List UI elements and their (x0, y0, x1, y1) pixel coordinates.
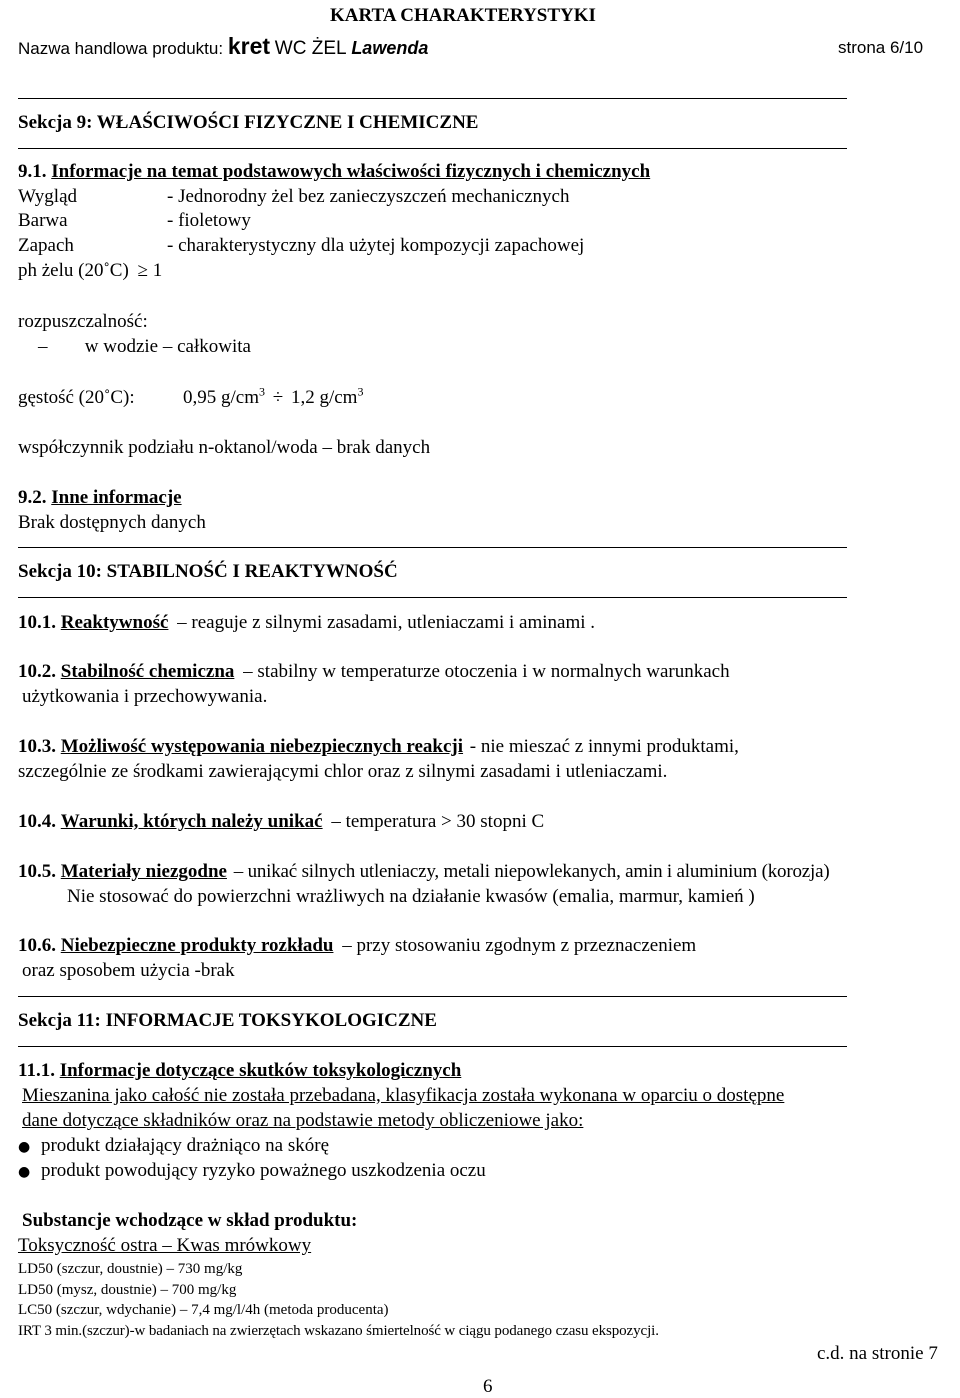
stability-text: – stabilny w temperaturze otoczenia i w normalnych warunkach (243, 661, 730, 682)
density-value (183, 384, 364, 409)
bullet-text: produkt powodujący ryzyko poważnego uszkodzenia oczu (40, 1160, 486, 1181)
divider (18, 148, 847, 149)
hazardous-reactions-text: - nie mieszać z innymi produktami, (469, 736, 739, 757)
list-item (18, 1160, 486, 1183)
header-trade-name (18, 33, 428, 62)
density-exponent: 3 (259, 384, 265, 399)
ph-symbol: ≥ (137, 260, 148, 281)
subsection-number: 11.1. (18, 1060, 55, 1081)
subsection-title: Informacje dotyczące skutków toksykologicznych (59, 1060, 462, 1081)
product-variant: Lawenda (351, 38, 429, 58)
page-indicator: strona 6/10 (838, 38, 924, 57)
subsection-title: Możliwość występowania niebezpiecznych reakcji (60, 736, 464, 757)
acute-toxicity-title: Toksyczność ostra – Kwas mrówkowy (18, 1235, 312, 1256)
divider (18, 996, 847, 997)
other-info-text: Brak dostępnych danych (18, 512, 206, 533)
subsection-title: Informacje na temat podstawowych właściwości fizycznych i chemicznych (51, 161, 651, 182)
reactivity-text: – reaguje z silnymi zasadami, utleniaczami i aminami . (177, 612, 596, 633)
section-11-heading: Sekcja 11: INFORMACJE TOKSYKOLOGICZNE (18, 1010, 437, 1031)
appearance-value: - Jednorodny żel bez zanieczyszczeń mechanicznych (167, 186, 570, 207)
decomposition-products-continued: oraz sposobem użycia -brak (22, 960, 235, 981)
partition-coefficient: współczynnik podziału n-oktanol/woda – brak danych (18, 437, 431, 458)
solubility-value: w wodzie – całkowita (84, 336, 251, 357)
stability-line (18, 661, 730, 683)
decomposition-products-text: – przy stosowaniu zgodnym z przeznaczeniem (342, 935, 697, 956)
page-number: 6 (483, 1376, 493, 1397)
ld50-mouse: LD50 (mysz, doustnie) – 700 mg/kg (18, 1282, 237, 1298)
conditions-to-avoid-line (18, 811, 544, 833)
odor-value: - charakterystyczny dla użytej kompozycji zapachowej (167, 235, 585, 256)
density-value-a: 0,95 g/cm (183, 387, 259, 408)
subsection-title: Stabilność chemiczna (60, 661, 235, 682)
list-item (18, 1135, 329, 1158)
tox-paragraph-line-2: dane dotyczące składników oraz na podstawie metody obliczeniowe jako: (22, 1110, 584, 1131)
decomposition-products-line (18, 935, 696, 957)
divider (18, 98, 847, 99)
subsection-title: Niebezpieczne produkty rozkładu (60, 935, 334, 956)
tox-paragraph-line-1: Mieszanina jako całość nie została przebadana, klasyfikacja została wykonana w oparciu o dostępne (22, 1085, 785, 1106)
stability-text-continued: użytkowania i przechowywania. (22, 686, 268, 707)
solubility-dash: – (38, 336, 48, 357)
hazardous-reactions-continued: szczególnie ze środkami zawierającymi chlor oraz z silnymi zasadami i utleniaczami. (18, 761, 668, 782)
subsection-title: Inne informacje (51, 487, 182, 508)
density-label: gęstość (20˚C): (18, 387, 135, 408)
subsection-number: 10.5. (18, 861, 56, 882)
subsection-number: 10.4. (18, 811, 56, 832)
incompatible-materials-line (18, 861, 829, 883)
subsection-9-1-heading (18, 161, 650, 183)
ph-label: ph żelu (20˚C) (18, 260, 129, 281)
subsection-number: 9.2. (18, 487, 47, 508)
odor-label: Zapach (18, 235, 74, 256)
subsection-title: Materiały niezgodne (60, 861, 227, 882)
density-exponent: 3 (357, 384, 364, 399)
lc50-rat: LC50 (szczur, wdychanie) – 7,4 mg/l/4h (metoda producenta) (18, 1302, 389, 1318)
divider (18, 597, 847, 598)
subsection-number: 10.6. (18, 935, 56, 956)
ph-value: 1 (152, 260, 163, 281)
product-brand: kret (227, 33, 271, 59)
reactivity-line (18, 612, 595, 634)
continued-note: c.d. na stronie 7 (817, 1343, 938, 1364)
hazardous-reactions-line (18, 736, 739, 758)
solubility-label: rozpuszczalność: (18, 311, 148, 332)
subsection-11-1-heading (18, 1060, 461, 1082)
trade-name-label: Nazwa handlowa produktu: (18, 39, 224, 58)
color-value: - fioletowy (167, 210, 251, 231)
subsection-number: 10.1. (18, 612, 56, 633)
conditions-to-avoid-text: – temperatura > 30 stopni C (331, 811, 545, 832)
irt-note: IRT 3 min.(szczur)-w badaniach na zwierzętach wskazano śmiertelność w ciągu podanego czasu ekspozycji. (18, 1323, 659, 1339)
color-label: Barwa (18, 210, 68, 231)
bullet-icon: ● (18, 1139, 31, 1155)
density-value-b: 1,2 g/cm (290, 387, 358, 408)
appearance-label: Wygląd (18, 186, 78, 207)
subsection-title: Warunki, których należy unikać (60, 811, 323, 832)
divider (18, 547, 847, 548)
ld50-rat: LD50 (szczur, doustnie) – 730 mg/kg (18, 1261, 243, 1277)
section-9-heading: Sekcja 9: WŁAŚCIWOŚCI FIZYCZNE I CHEMICZNE (18, 112, 479, 133)
incompatible-materials-text: – unikać silnych utleniaczy, metali niepowlekanych, amin i aluminium (korozja) (233, 861, 830, 882)
bullet-text: produkt działający drażniąco na skórę (40, 1135, 330, 1156)
subsection-number: 10.2. (18, 661, 56, 682)
subsection-number: 9.1. (18, 161, 47, 182)
subsection-title: Reaktywność (60, 612, 169, 633)
ph-line (18, 260, 162, 282)
incompatible-materials-continued: Nie stosować do powierzchni wrażliwych na działanie kwasów (emalia, marmur, kamień ) (67, 886, 755, 907)
subsection-number: 10.3. (18, 736, 56, 757)
divider (18, 1046, 847, 1047)
subsection-9-2-heading (18, 487, 182, 509)
document-title: KARTA CHARAKTERYSTYKI (330, 5, 596, 26)
section-10-heading: Sekcja 10: STABILNOŚĆ I REAKTYWNOŚĆ (18, 561, 398, 582)
substances-heading: Substancje wchodzące w skład produktu: (22, 1210, 358, 1231)
solubility-line (38, 336, 251, 358)
product-name: WC ŻEL (274, 38, 347, 59)
density-separator: ÷ (272, 387, 284, 408)
bullet-icon: ● (18, 1164, 31, 1180)
